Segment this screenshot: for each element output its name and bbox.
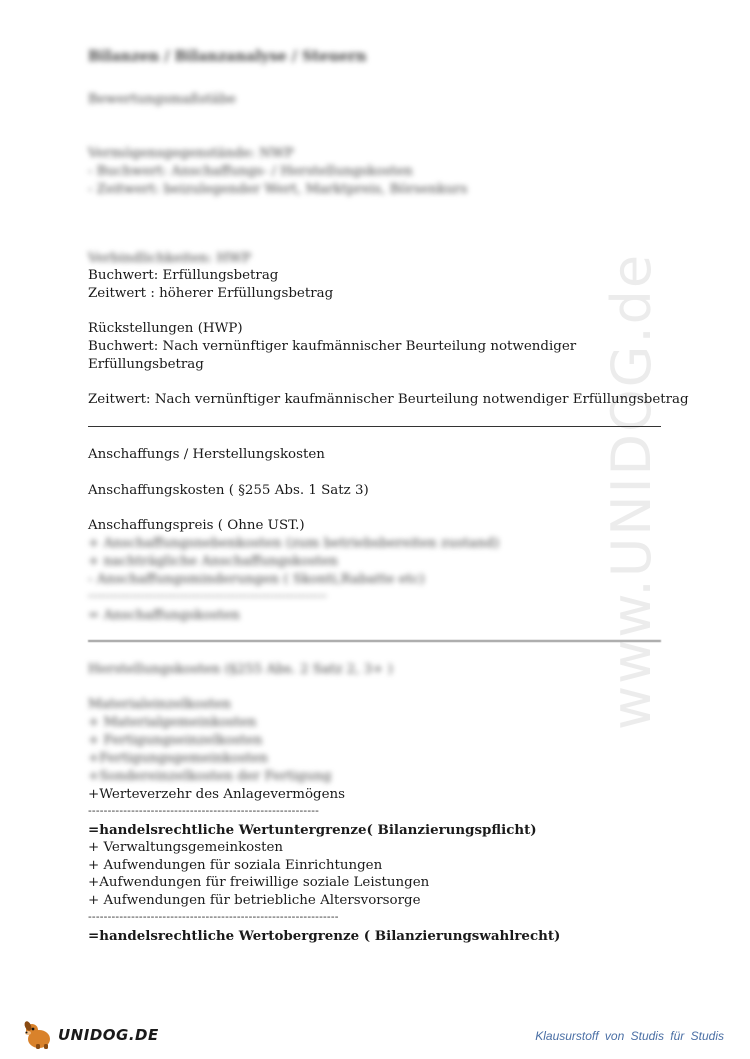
provisions-buchwert-line-1: Buchwert: Nach vernünftiger kaufmännischer Beurteilung notwendiger (88, 339, 577, 354)
section-divider-1 (88, 426, 661, 427)
logo-text: UNIDOG.DE (58, 1026, 159, 1044)
footer-tagline: Klausurstoff von Studis für Studis (535, 1029, 724, 1043)
provisions-zeitwert: Zeitwert: Nach vernünftiger kaufmännischer Beurteilung notwendiger Erfüllungsbetrag (88, 392, 689, 407)
production-item: +Fertigungsgemeinkosten (88, 751, 269, 766)
production-extra-item: + Aufwendungen für betriebliche Altersvorsorge (88, 893, 421, 908)
production-dashes-1: ----------------------------------------------------------- (88, 804, 320, 817)
dog-mascot-icon (22, 1020, 56, 1050)
acquisition-price: Anschaffungspreis ( Ohne UST.) (88, 518, 305, 533)
production-werteverzehr: +Werteverzehr des Anlagevermögens (88, 787, 345, 802)
production-item: Materialeinzelkosten (88, 697, 232, 712)
document-subtitle: Bewertungsmaßstäbe (88, 92, 236, 107)
production-dashes-2: ---------------------------------------------------------------- (88, 910, 339, 923)
watermark: www.UNIDOG.de (600, 252, 663, 730)
provisions-heading: Rückstellungen (HWP) (88, 321, 243, 336)
acquisition-item: - Anschaffungsminderungen ( Skonti,Rabatte etc) (88, 572, 425, 587)
document-title: Bilanzen / Bilanzanalyse / Steuern (88, 48, 367, 65)
lower-value-limit: =handelsrechtliche Wertuntergrenze( Bilanzierungspflicht) (88, 822, 537, 838)
acquisition-cost-heading: Anschaffungskosten ( §255 Abs. 1 Satz 3) (88, 483, 369, 498)
upper-value-limit: =handelsrechtliche Wertobergrenze ( Bilanzierungswahlrecht) (88, 928, 561, 944)
section-divider-2 (88, 640, 661, 642)
acquisition-item: + Anschaffungsnebenkosten (zum betriebsbereiten zustand) (88, 536, 500, 551)
production-extra-item: + Aufwendungen für soziala Einrichtungen (88, 858, 383, 873)
production-extra-item: +Aufwendungen für freiwillige soziale Leistungen (88, 875, 430, 890)
acquisition-item: + nachträgliche Anschaffungskosten (88, 554, 338, 569)
acquisition-total: = Anschaffungskosten (88, 608, 240, 623)
assets-line-1: - Buchwert: Anschaffungs- / Herstellungskosten (88, 164, 413, 179)
production-item: +Sondereinzelkosten der Fertigung (88, 769, 332, 784)
acquisition-dashes: ------------------------------------------------------------- (88, 589, 327, 602)
production-heading: Herstellungskosten (§255 Abs. 2 Satz 2, 3+ ) (88, 662, 393, 677)
production-item: + Fertigungseinzelkosten (88, 733, 263, 748)
provisions-buchwert-line-2: Erfüllungsbetrag (88, 357, 204, 372)
unidog-logo[interactable] (22, 1020, 159, 1050)
liabilities-heading: Verbindlichkeiten: HWP (88, 251, 251, 266)
cost-heading: Anschaffungs / Herstellungskosten (88, 447, 325, 462)
liabilities-zeitwert: Zeitwert : höherer Erfüllungsbetrag (88, 286, 334, 301)
assets-line-2: - Zeitwert: beizulegender Wert, Marktpreis, Börsenkurs (88, 182, 468, 197)
assets-heading: Vermögensgegenstände: NWP (88, 146, 294, 161)
liabilities-buchwert: Buchwert: Erfüllungsbetrag (88, 268, 279, 283)
production-item: + Materialgemeinkosten (88, 715, 257, 730)
production-extra-item: + Verwaltungsgemeinkosten (88, 840, 284, 855)
